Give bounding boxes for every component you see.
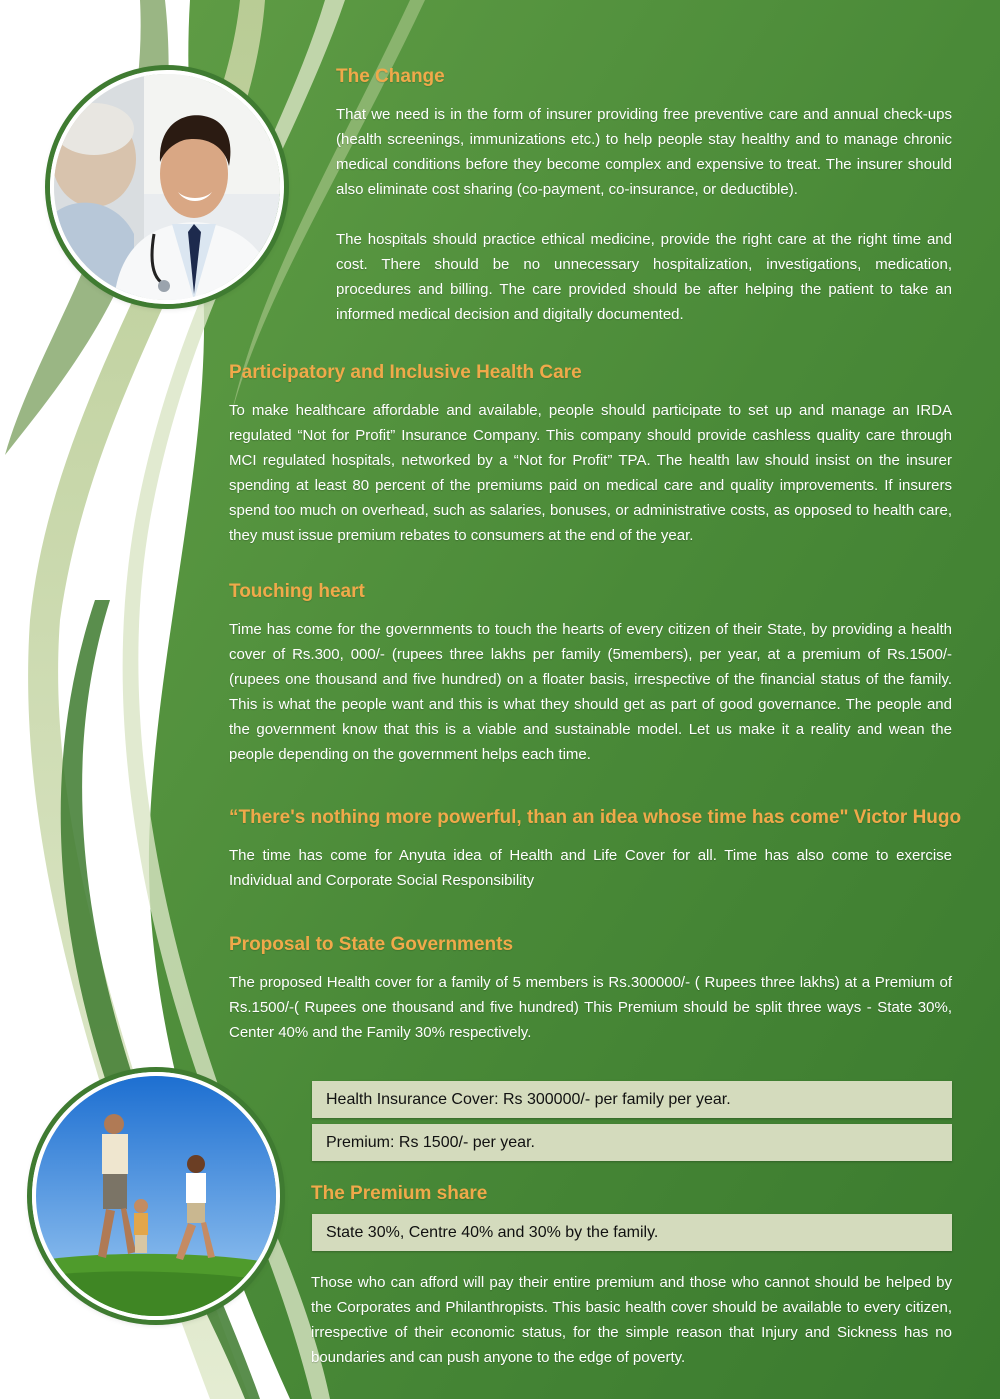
premium-highlight-bar: Premium: Rs 1500/- per year. bbox=[312, 1124, 952, 1161]
section-heading: The Change bbox=[336, 66, 445, 87]
section-participatory-health-care bbox=[229, 362, 952, 573]
family-photo bbox=[32, 1072, 280, 1320]
section-paragraph: The hospitals should practice ethical medicine, provide the right care at the right time and cost. There should be no unnecessary hospitalization, investigations, medication, procedures and billing. The care provided should be after helping the patient to take an informed medical decision and digitally documented. bbox=[336, 231, 952, 323]
section-the-change bbox=[336, 66, 952, 352]
section-heading: Proposal to State Governments bbox=[229, 934, 514, 955]
cover-highlight-bar: Health Insurance Cover: Rs 300000/- per family per year. bbox=[312, 1081, 952, 1118]
premium-share-bar: State 30%, Centre 40% and 30% by the family. bbox=[312, 1214, 952, 1251]
section-paragraph: That we need is in the form of insurer providing free preventive care and annual check-ups (health screenings, immunizations etc.) to help people stay healthy and to manage chronic medical conditions before they become complex and expensive to treat. The insurer should also eliminate cost sharing (co-payment, co-insurance, or deductible). bbox=[336, 106, 952, 198]
section-proposal-state-governments bbox=[229, 934, 952, 1070]
doctor-photo bbox=[50, 70, 284, 304]
section-paragraph: The time has come for Anyuta idea of Health and Life Cover for all. Time has also come to exercise Individual and Corporate Social Responsibility bbox=[229, 847, 952, 889]
section-paragraph: To make healthcare affordable and available, people should participate to set up and manage an IRDA regulated “Not for Profit” Insurance Company. This company should provide cashless quality care through MCI regulated hospitals, networked by a “Not for Profit” TPA. The health law should insist on the insurer spending at least 80 percent of the premiums paid on medical care and quality improvements. If insurers spend too much on overhead, such as salaries, bonuses, or administrative costs, as opposed to health care, they must issue premium rebates to consumers at the end of the year. bbox=[229, 402, 952, 544]
quote-heading: “There's nothing more powerful, than an idea whose time has come" Victor Hugo bbox=[229, 807, 962, 828]
section-closing bbox=[311, 1270, 952, 1395]
section-paragraph: Time has come for the governments to touch the hearts of every citizen of their State, by providing a health cover of Rs.300, 000/- (rupees three lakhs per family (5members), per year, at a premium of Rs.1500/- (rupees one thousand and five hundred) on a floater basis, irrespective of the financial status of the family. This is what the people want and this is what they should get as part of good governance. The people and the government know that this is a viable and sustainable model. Let us make it a reality and wean the people depending on the government helps each time. bbox=[229, 621, 952, 763]
section-paragraph: The proposed Health cover for a family of 5 members is Rs.300000/- ( Rupees three lakhs) at a Premium of Rs.1500/-( Rupees one thousand and five hundred) This Premium should be split three ways - State 30%, Center 40% and the Family 30% respectively. bbox=[229, 974, 952, 1041]
section-victor-hugo-quote bbox=[229, 807, 962, 918]
closing-paragraph: Those who can afford will pay their entire premium and those who cannot should be helped by the Corporates and Philanthropists. This basic health cover should be available to every citizen, irrespective of their economic status, for the simple reason that Injury and Sickness has no boundaries and can push anyone to the edge of poverty. bbox=[311, 1274, 952, 1366]
section-touching-heart bbox=[229, 581, 952, 792]
premium-share-heading: The Premium share bbox=[311, 1183, 488, 1204]
section-heading: Participatory and Inclusive Health Care bbox=[229, 362, 582, 383]
section-heading: Touching heart bbox=[229, 581, 365, 602]
